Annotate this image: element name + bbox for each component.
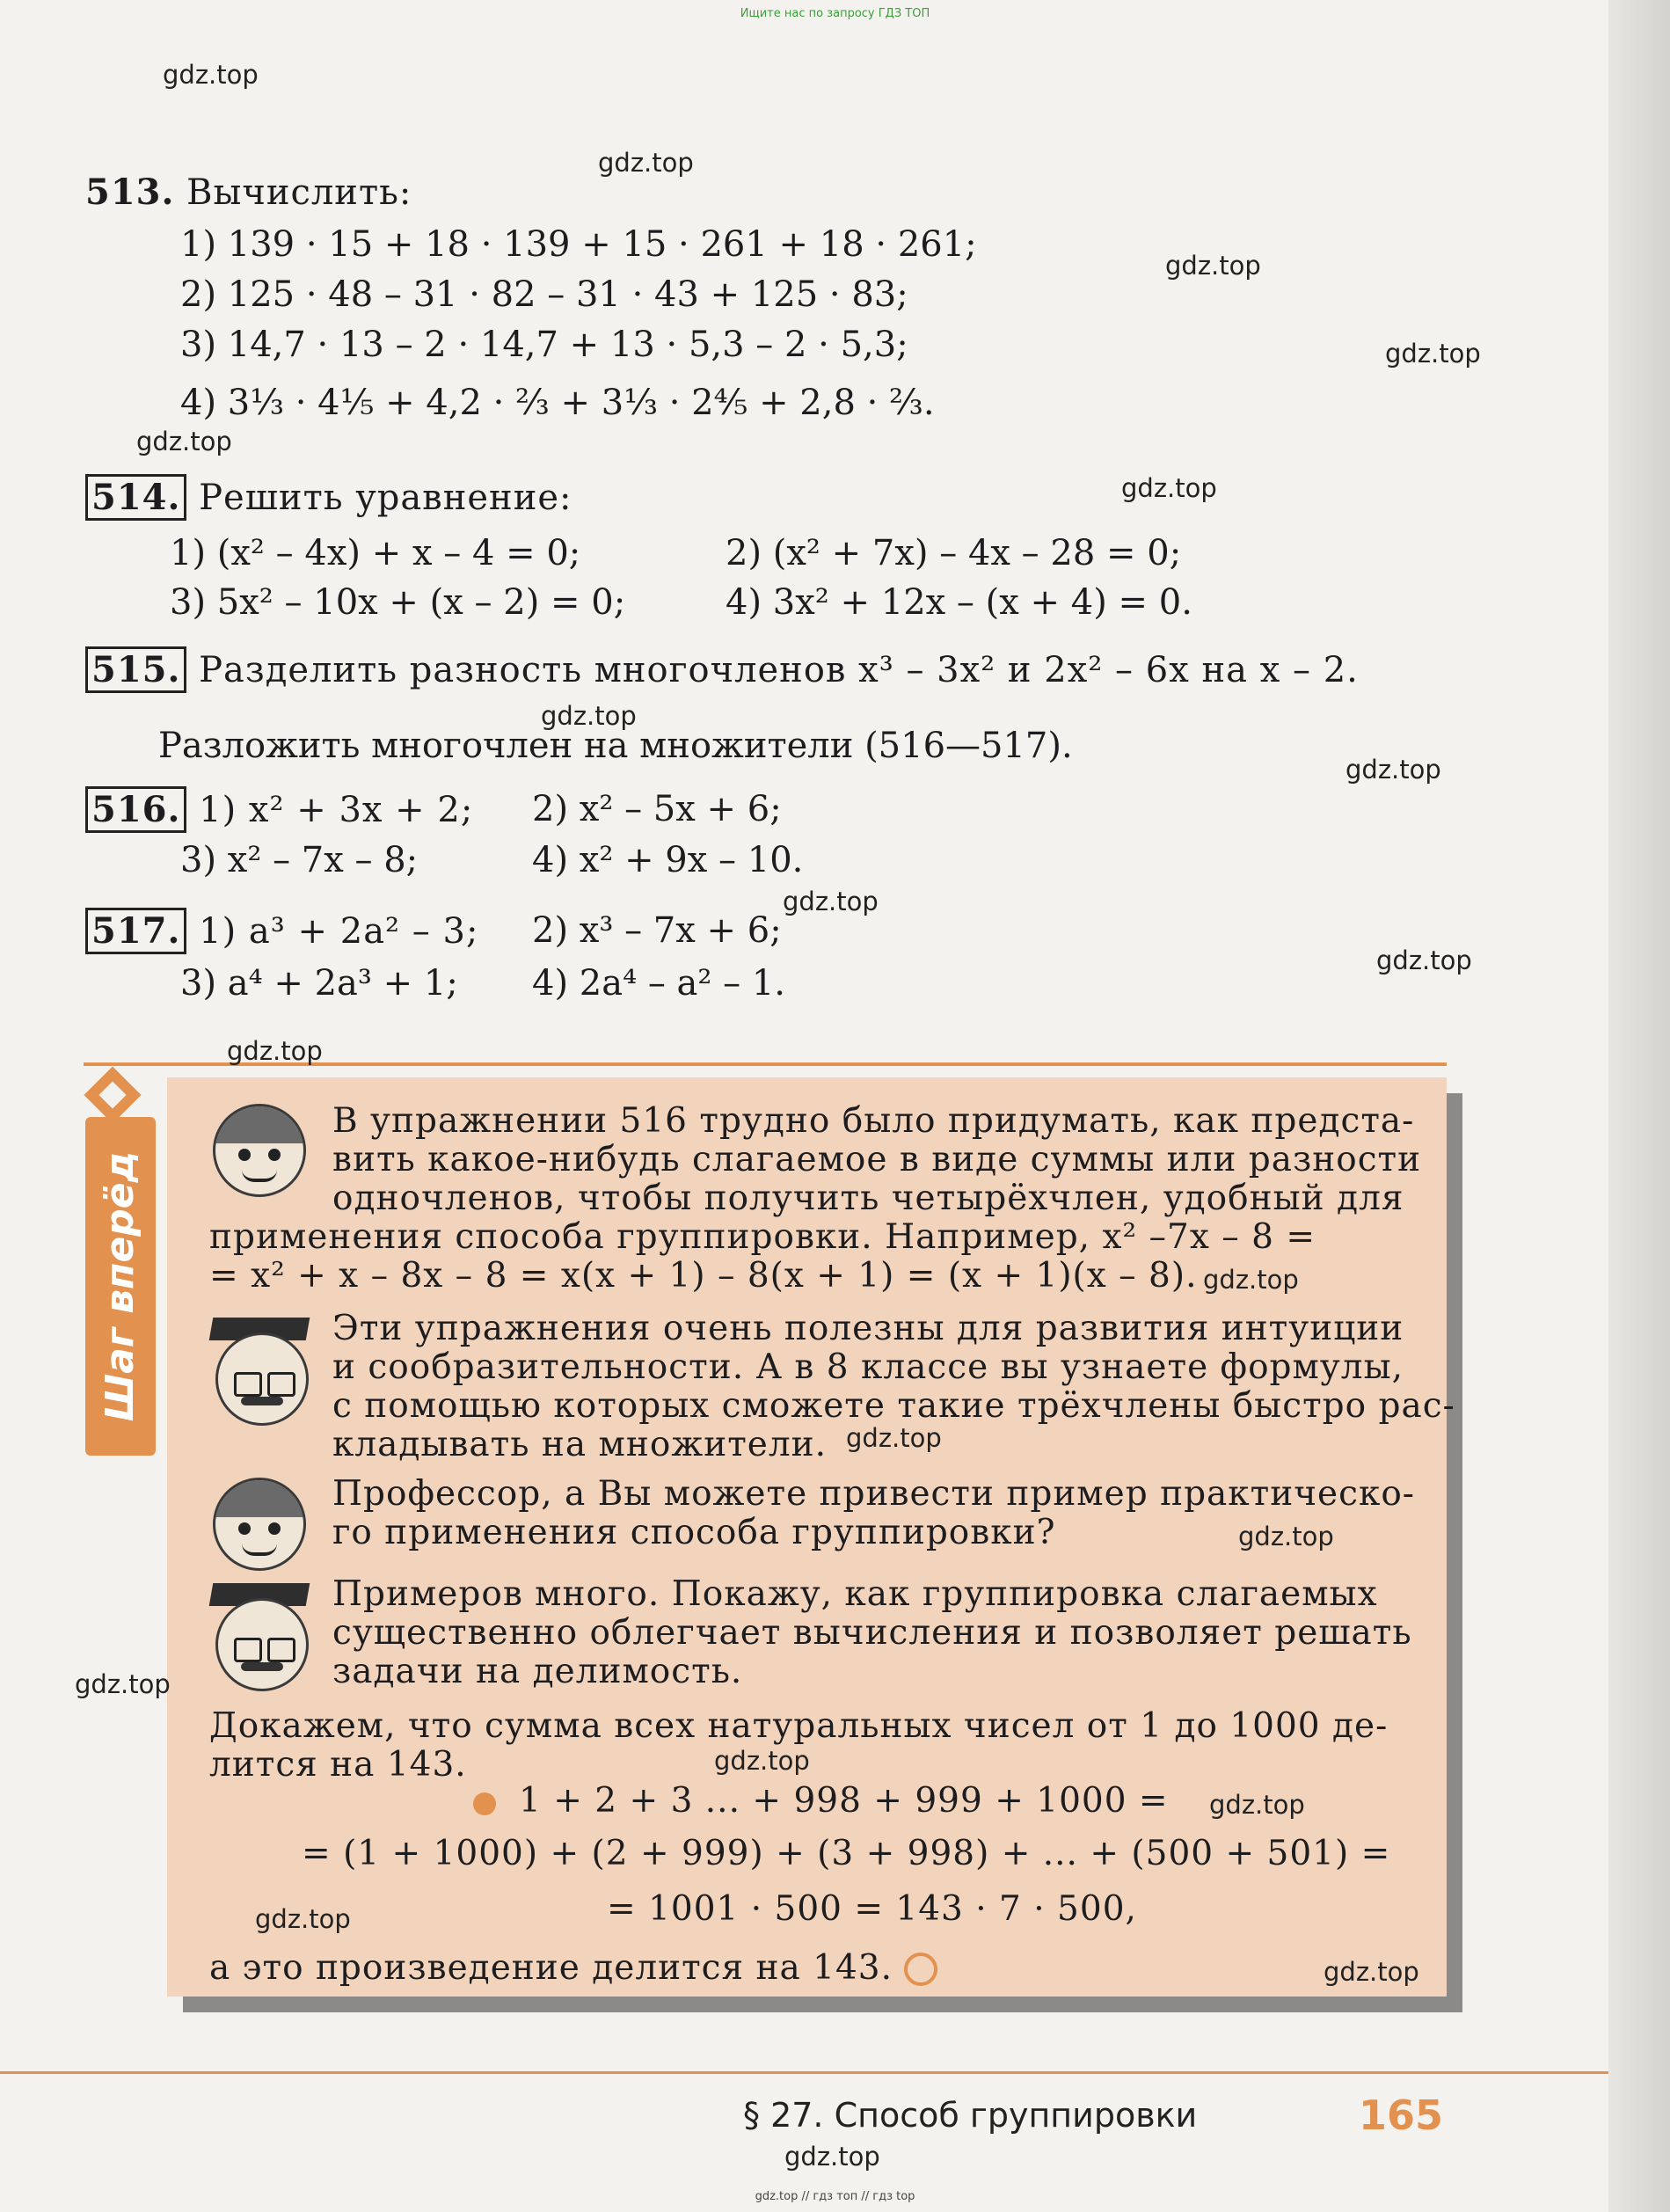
footer-rule	[0, 2071, 1609, 2074]
step-line: лится на 143.	[209, 1745, 467, 1785]
watermark: gdz.top	[598, 148, 694, 178]
proof-conclusion: а это произведение делится на 143.	[209, 1948, 893, 1988]
problem-number: 513.	[85, 172, 175, 213]
professor-avatar-icon	[215, 1598, 309, 1691]
problem-number: 514.	[85, 474, 186, 521]
problem-title: Решить уравнение:	[199, 478, 572, 518]
watermark: gdz.top	[227, 1036, 323, 1066]
watermark: gdz.top	[1324, 1957, 1419, 1987]
watermark: gdz.top	[783, 887, 879, 916]
step-line: существенно облегчает вычисления и позволяет решать	[332, 1613, 1412, 1653]
problem-514-item: 1) (x² – 4x) + x – 4 = 0;	[170, 533, 581, 573]
problem-number: 515.	[85, 646, 186, 693]
step-forward-label-text: Шаг вперёд	[98, 1150, 143, 1422]
watermark: gdz.top	[136, 427, 232, 456]
problem-513-heading	[85, 172, 412, 213]
problem-513-item: 4) 3⅓ · 4⅕ + 4,2 · ⅔ + 3⅓ · 2⅘ + 2,8 · ⅔.	[180, 383, 935, 423]
proof-start-icon	[473, 1792, 496, 1815]
watermark: gdz.top	[1376, 945, 1472, 975]
watermark: gdz.top	[1165, 251, 1261, 281]
step-line: задачи на делимость.	[332, 1652, 743, 1691]
watermark: gdz.top	[714, 1746, 810, 1776]
footer-title: § 27. Способ группировки	[743, 2096, 1198, 2135]
step-line: применения способа группировки. Например, x² –7x – 8 =	[209, 1217, 1316, 1257]
problem-517-row1	[85, 910, 478, 952]
problem-513-item: 1) 139 · 15 + 18 · 139 + 15 · 261 + 18 · 261;	[180, 224, 977, 265]
problem-513-item: 3) 14,7 · 13 – 2 · 14,7 + 13 · 5,3 – 2 · 5,3;	[180, 325, 908, 365]
watermark: gdz.top	[541, 701, 637, 731]
watermark: gdz.top	[1345, 755, 1441, 785]
problem-514-heading	[85, 477, 572, 518]
problem-516-item: 4) x² + 9x – 10.	[532, 840, 804, 880]
problem-513-item: 2) 125 · 48 – 31 · 82 – 31 · 43 + 125 · 83;	[180, 274, 908, 315]
proof-line: = (1 + 1000) + (2 + 999) + (3 + 998) + ... + (500 + 501) =	[302, 1834, 1391, 1873]
watermark: gdz.top	[846, 1423, 942, 1453]
problem-title: Вычислить:	[186, 172, 412, 213]
step-line: = x² + x – 8x – 8 = x(x + 1) – 8(x + 1) = (x + 1)(x – 8).	[209, 1256, 1198, 1296]
student-avatar-icon	[213, 1478, 306, 1571]
watermark: gdz.top	[255, 1904, 351, 1934]
top-note: Ищите нас по запросу ГДЗ ТОП	[740, 7, 930, 20]
step-line: вить какое-нибудь слагаемое в виде суммы или разности	[332, 1140, 1422, 1179]
watermark: gdz.top	[1121, 473, 1217, 503]
problem-number: 516.	[85, 786, 186, 833]
student-avatar-icon	[213, 1104, 306, 1197]
problem-514-item: 3) 5x² – 10x + (x – 2) = 0;	[170, 582, 626, 623]
step-line: Докажем, что сумма всех натуральных чисел от 1 до 1000 де-	[209, 1706, 1389, 1746]
watermark: gdz.top	[1203, 1265, 1299, 1295]
problem-517-item: 2) x³ – 7x + 6;	[532, 910, 782, 951]
step-line: одночленов, чтобы получить четырёхчлен, удобный для	[332, 1179, 1404, 1218]
step-line: с помощью которых сможете такие трёхчлены быстро рас-	[332, 1386, 1455, 1426]
problem-515	[85, 649, 1359, 690]
watermark: gdz.top	[1209, 1790, 1305, 1820]
step-line: Профессор, а Вы можете привести пример практическо-	[332, 1474, 1415, 1514]
step-line: кладывать на множители.	[332, 1425, 828, 1464]
watermark: gdz.top	[1385, 339, 1481, 369]
professor-avatar-icon	[215, 1332, 309, 1426]
problem-text: Разделить разность многочленов x³ – 3x² и 2x² – 6x на x – 2.	[199, 650, 1359, 690]
problem-517-item: 3) a⁴ + 2a³ + 1;	[180, 963, 458, 1004]
bottom-note: gdz.top // гдз топ // гдз top	[755, 2190, 915, 2203]
problem-516-item: 3) x² – 7x – 8;	[180, 840, 419, 880]
problem-number: 517.	[85, 908, 186, 954]
problem-516-row1	[85, 789, 473, 830]
group-heading: Разложить многочлен на множители (516—517).	[158, 726, 1073, 766]
problem-517-item: 4) 2a⁴ – a² – 1.	[532, 963, 786, 1004]
problem-514-item: 4) 3x² + 12x – (x + 4) = 0.	[726, 582, 1192, 623]
proof-line: = 1001 · 500 = 143 · 7 · 500,	[607, 1889, 1137, 1929]
step-line: Эти упражнения очень полезны для развития интуиции	[332, 1309, 1404, 1348]
page-number: 165	[1359, 2092, 1444, 2139]
problem-514-item: 2) (x² + 7x) – 4x – 28 = 0;	[726, 533, 1182, 573]
problem-516-item: 1) x² + 3x + 2;	[199, 790, 474, 830]
watermark: gdz.top	[784, 2142, 880, 2172]
step-line: го применения способа группировки?	[332, 1513, 1056, 1552]
step-line: В упражнении 516 трудно было придумать, как предста-	[332, 1101, 1415, 1141]
watermark: gdz.top	[1238, 1522, 1334, 1551]
proof-end-icon	[904, 1953, 937, 1986]
watermark: gdz.top	[163, 60, 259, 90]
problem-516-item: 2) x² – 5x + 6;	[532, 789, 782, 829]
step-forward-label	[85, 1117, 156, 1456]
proof-line: 1 + 2 + 3 ... + 998 + 999 + 1000 =	[519, 1781, 1169, 1821]
problem-517-item: 1) a³ + 2a² – 3;	[199, 911, 479, 952]
step-line: Примеров много. Покажу, как группировка слагаемых	[332, 1574, 1378, 1614]
watermark: gdz.top	[75, 1669, 171, 1699]
step-line: и сообразительности. А в 8 классе вы узнаете формулы,	[332, 1347, 1404, 1387]
